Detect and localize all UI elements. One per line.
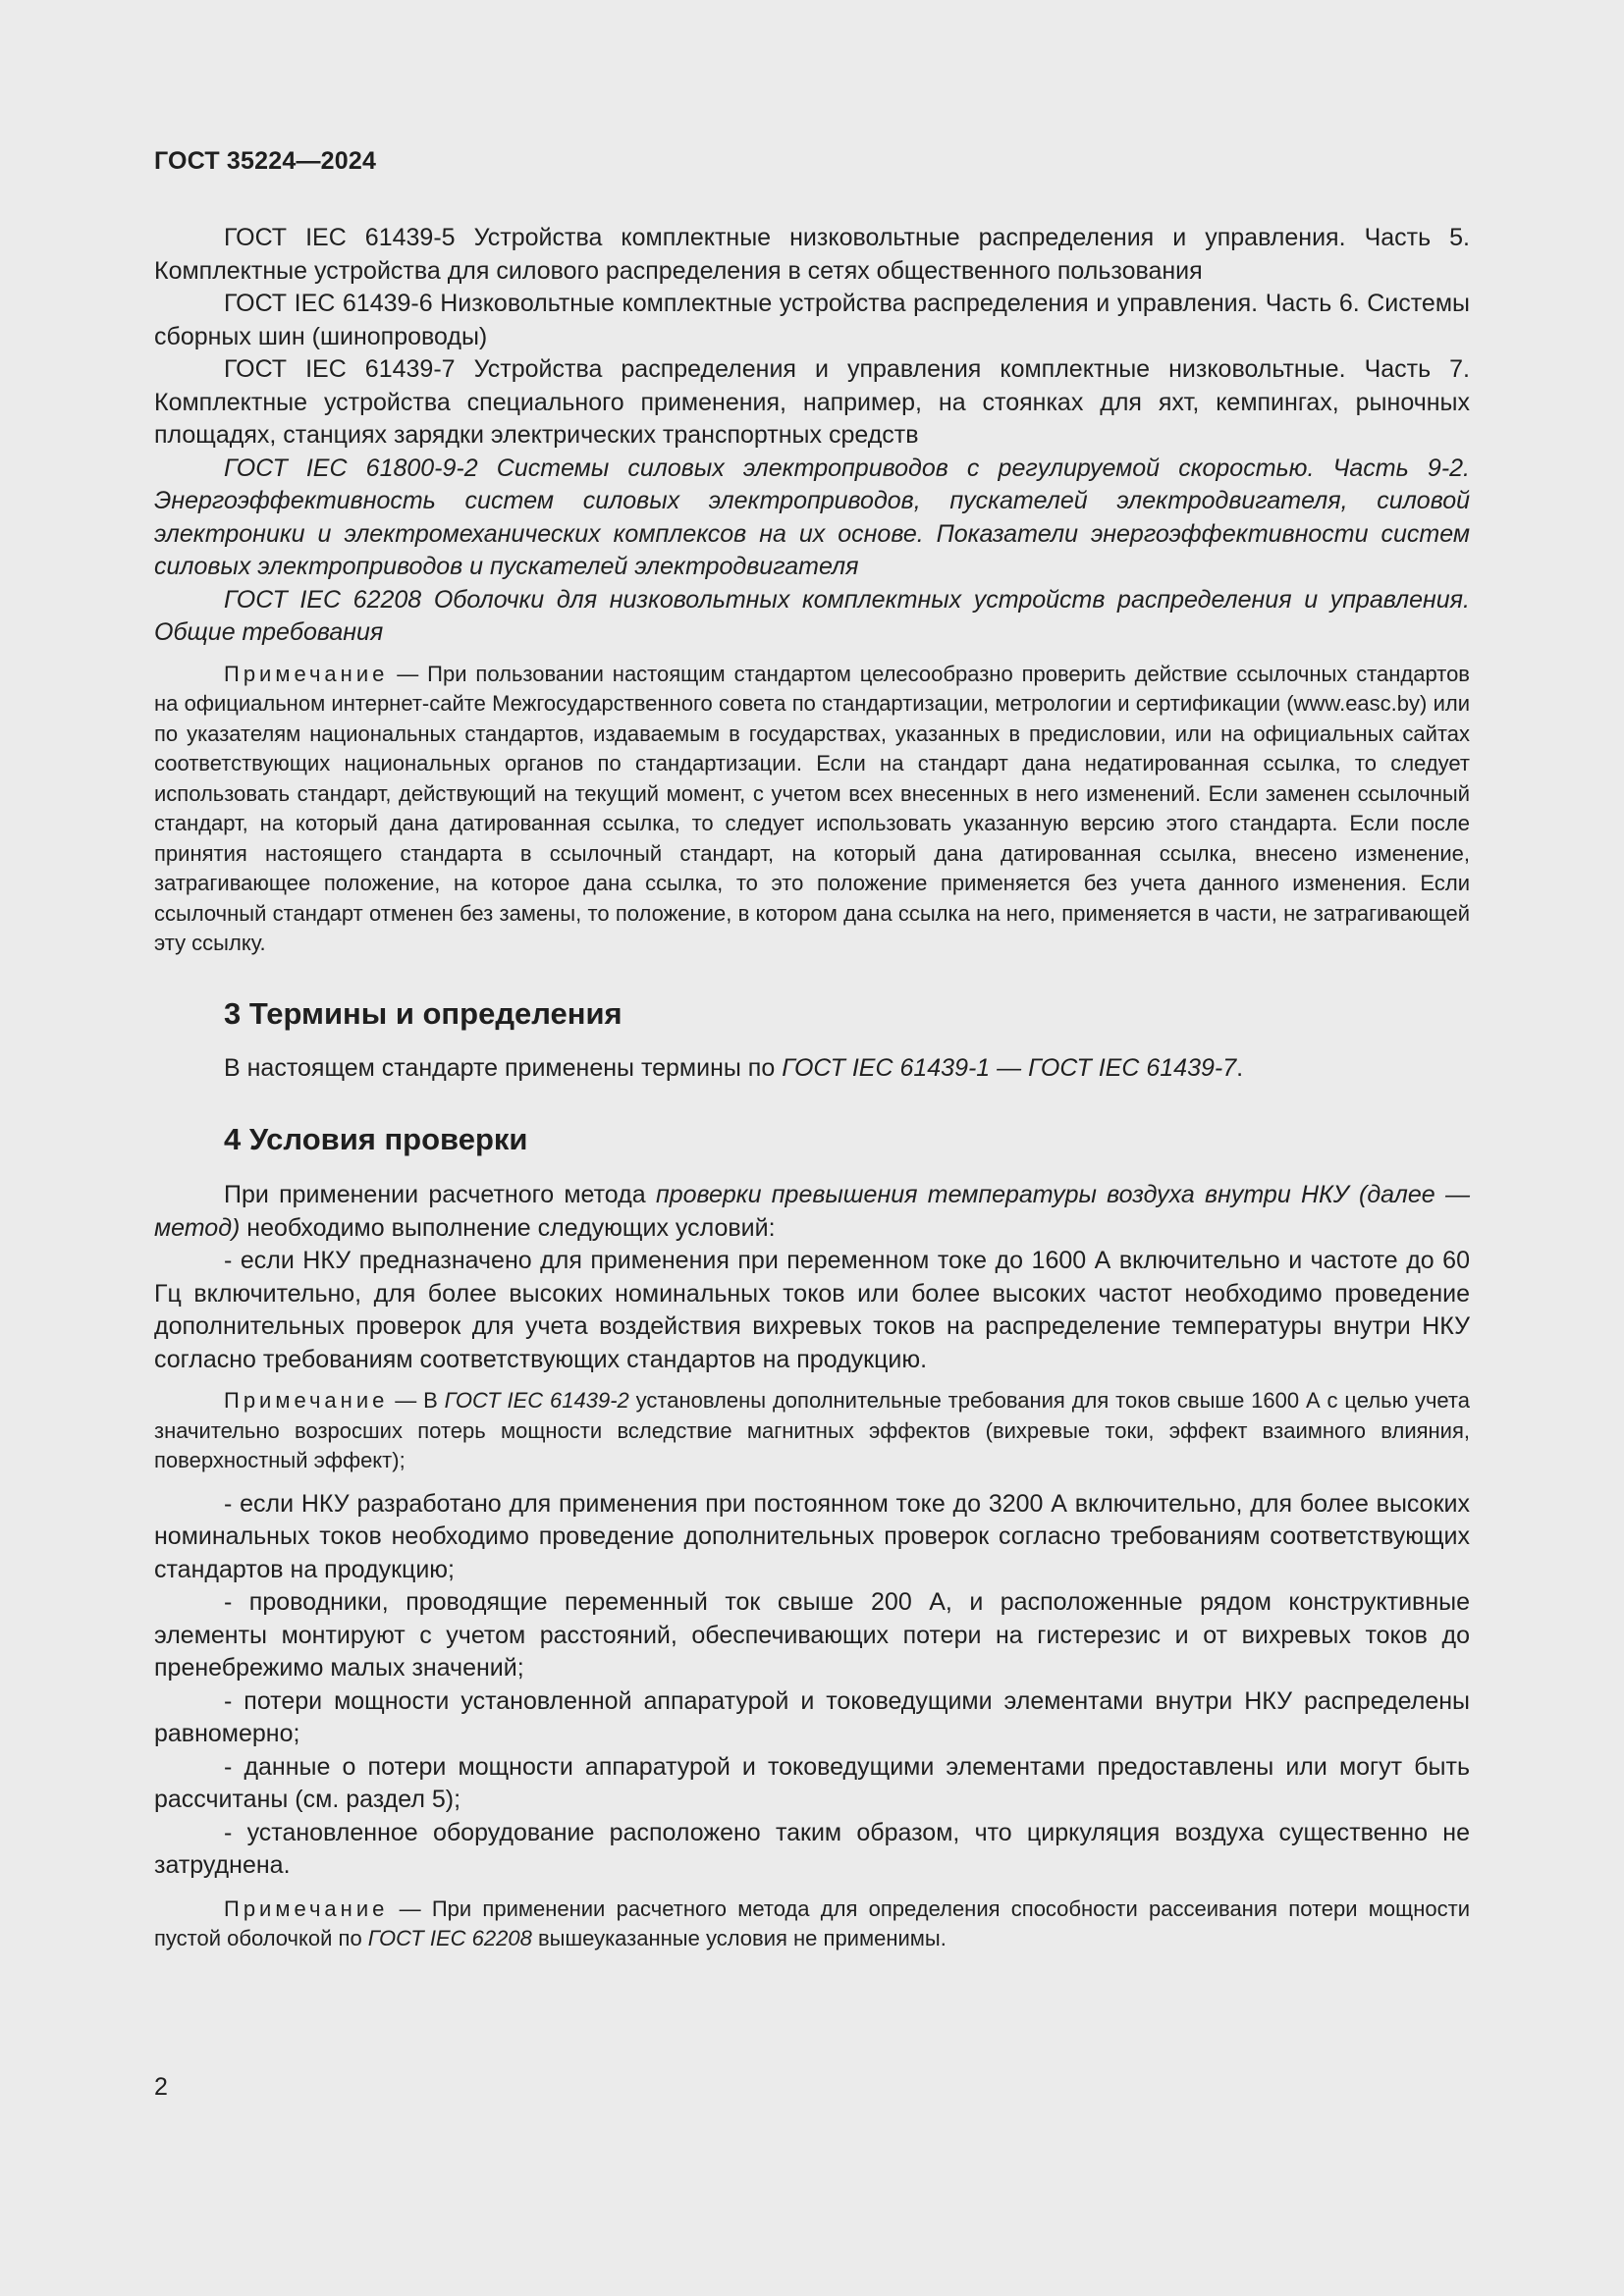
reference-item: ГОСТ IEC 61800-9-2 Системы силовых электроприводов с регулируемой скоростью. Часть 9-2. Энергоэффективность систем силовых электроприводов, пускателей электродвигателя, силовой электроники и электромеханических комплексов на их основе. Показатели энергоэффективности систем силовых электроприводов и пускателей электродвигателя: [154, 454, 1470, 580]
condition-item: - установленное оборудование расположено таким образом, что циркуляция воздуха существенно не затруднена.: [154, 1818, 1470, 1879]
note-text: вышеуказанные условия не применимы.: [531, 1926, 947, 1950]
document-header: ГОСТ 35224—2024: [154, 147, 377, 175]
section-4-heading: 4 Условия проверки: [224, 1122, 528, 1156]
term-definition: проверки превышения температуры воздуха внутри НКУ (далее — метод): [154, 1181, 1470, 1242]
reference-item: ГОСТ IEC 61439-5 Устройства комплектные низковольтные распределения и управления. Часть 5. Комплектные устройства для силового распределения в сетях общественного пользования: [154, 224, 1470, 285]
page-content: [154, 222, 1470, 1954]
condition-item: - если НКУ разработано для применения при постоянном токе до 3200 А включительно, для более высоких номинальных токов необходимо проведение дополнительных проверок согласно требованиям соответствующих стандартов на продукцию;: [154, 1489, 1470, 1583]
section-3-text: [154, 1052, 1470, 1086]
section-3-heading: 3 Термины и определения: [224, 995, 623, 1031]
note-empty-enclosure: [154, 1895, 1470, 1954]
standard-ref: ГОСТ IEC 61439-2: [444, 1388, 629, 1413]
section-4-intro: [154, 1179, 1470, 1245]
text-span: В настоящем стандарте применены термины по: [224, 1053, 783, 1082]
reference-item: ГОСТ IEC 61439-6 Низковольтные комплектные устройства распределения и управления. Часть 6. Системы сборных шин (шинопроводы): [154, 290, 1470, 350]
reference-item: ГОСТ IEC 61439-7 Устройства распределения и управления комплектные низковольтные. Часть 7. Комплектные устройства специального применения, например, на стоянках для яхт, кемпингах, рыночных площадях, станциях зарядки электрических транспортных средств: [154, 355, 1470, 449]
note-text: — При применении расчетного метода для определения способности рассеивания потери мощности пустой оболочкой по: [154, 1896, 1470, 1950]
text-span: .: [1236, 1053, 1244, 1082]
note-label: Примечание: [224, 1388, 389, 1413]
note-label: Примечание: [224, 661, 389, 686]
condition-item: - данные о потери мощности аппаратурой и токоведущими элементами предоставлены или могут быть рассчитаны (см. раздел 5);: [154, 1752, 1470, 1813]
note-label: Примечание: [224, 1896, 389, 1921]
standard-ref: ГОСТ IEC 62208: [367, 1926, 532, 1950]
condition-item: - если НКУ предназначено для применения при переменном токе до 1600 А включительно и частоте до 60 Гц включительно, для более высоких номинальных токов или более высоких частот необходимо проведение дополнительных проверок для учета воздействия вихревых токов на распределение температуры внутри НКУ согласно требованиям соответствующих стандартов на продукцию.: [154, 1247, 1470, 1373]
standard-ref: ГОСТ IEC 61439-1 — ГОСТ IEC 61439-7: [782, 1053, 1237, 1082]
condition-item: - потери мощности установленной аппаратурой и токоведущими элементами внутри НКУ распределены равномерно;: [154, 1686, 1470, 1747]
note-text: — При пользовании настоящим стандартом целесообразно проверить действие ссылочных стандартов на официальном интернет-сайте Межгосударственного совета по стандартизации, метрологии и сертификации (www.easc.by) или по указателям национальных стандартов, издаваемым в государствах, указанных в предисловии, или на официальных сайтах соответствующих национальных органов по стандартизации. Если на стандарт дана недатированная ссылка, то следует использовать стандарт, действующий на текущий момент, с учетом всех внесенных в него изменений. Если заменен ссылочный стандарт, на который дана датированная ссылка, то следует использовать указанную версию этого стандарта. Если после принятия настоящего стандарта в ссылочный стандарт, на который дана датированная ссылка, внесено изменение, затрагивающее положение, на которое дана ссылка, то это положение применяется без учета данного изменения. Если ссылочный стандарт отменен без замены, то положение, в котором дана ссылка на него, применяется в части, не затрагивающей эту ссылку.: [154, 661, 1470, 955]
note-text: установлены дополнительные требования для токов свыше 1600 А с целью учета значительно возросших потерь мощности вследствие магнитных эффектов (вихревые токи, эффект взаимного влияния, поверхностный эффект);: [154, 1388, 1470, 1472]
page-number: 2: [154, 2073, 168, 2101]
note-references: [154, 660, 1470, 959]
text-span: При применении расчетного метода: [224, 1181, 656, 1208]
reference-item: ГОСТ IEC 62208 Оболочки для низковольтных комплектных устройств распределения и управления. Общие требования: [154, 585, 1470, 646]
text-span: необходимо выполнение следующих условий:: [240, 1213, 776, 1242]
condition-item: - проводники, проводящие переменный ток свыше 200 А, и расположенные рядом конструктивные элементы монтируют с учетом расстояний, обеспечивающих потери на гистерезис и от вихревых токов до пренебрежимо малых значений;: [154, 1588, 1470, 1682]
note-section-4: [154, 1386, 1470, 1476]
note-text: — В: [388, 1388, 445, 1413]
